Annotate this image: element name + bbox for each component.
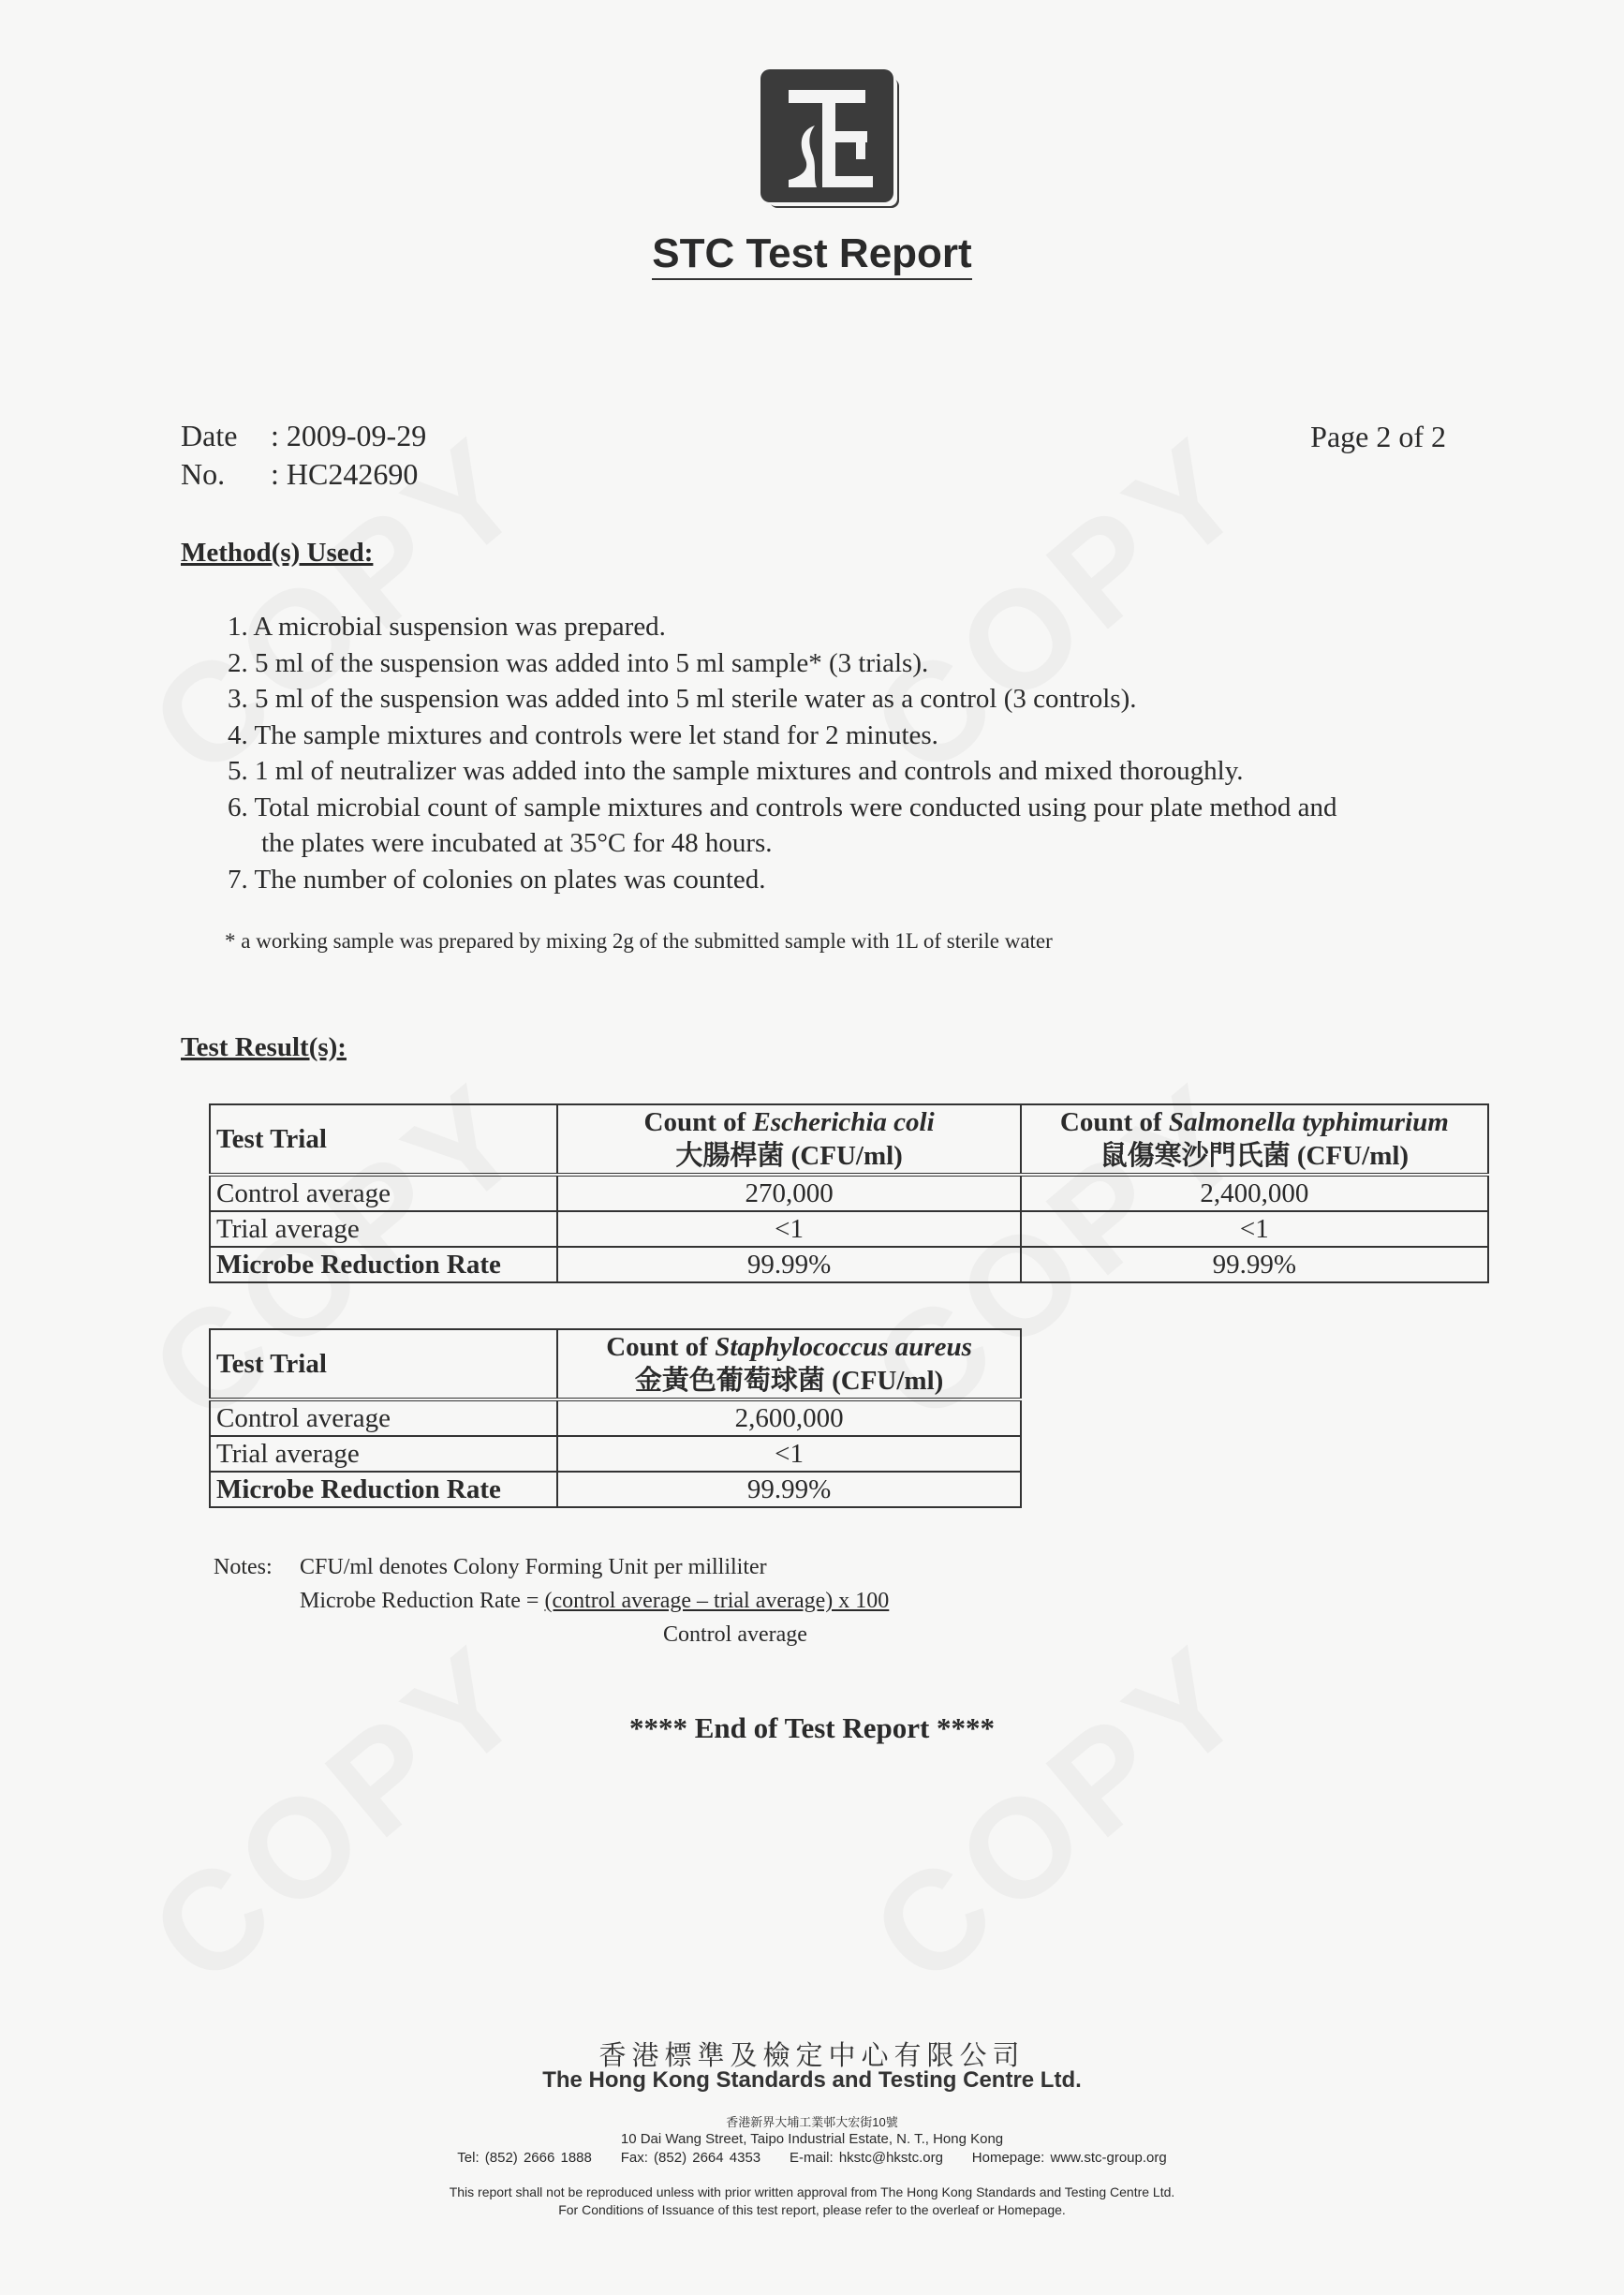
end-of-report: **** End of Test Report ****: [628, 1711, 996, 1744]
number-value: : HC242690: [271, 457, 419, 491]
notes-cfu: CFU/ml denotes Colony Forming Unit per milliliter: [300, 1555, 767, 1579]
table-header-row: [210, 1329, 1021, 1399]
report-meta: [181, 417, 426, 494]
header-salmonella: Count of Salmonella typhimurium 鼠傷寒沙門氏菌 (CFU/ml): [1021, 1104, 1488, 1175]
notes: [214, 1550, 889, 1651]
methods-heading: Method(s) Used:: [181, 538, 374, 568]
results-heading: Test Result(s):: [181, 1032, 347, 1062]
sample-footnote: * a working sample was prepared by mixing 2g of the submitted sample with 1L of sterile water: [225, 929, 1053, 953]
table-row: Microbe Reduction Rate 99.99% 99.99%: [210, 1247, 1488, 1282]
method-step: 3. 5 ml of the suspension was added into 5 ml sterile water as a control (3 controls).: [228, 684, 1137, 714]
formula-denominator: Control average: [663, 1622, 807, 1647]
method-step-continuation: the plates were incubated at 35°C for 48 hours.: [261, 828, 773, 858]
method-step: 7. The number of colonies on plates was counted.: [228, 864, 766, 895]
email: E-mail: hkstc@hkstc.org: [790, 2150, 943, 2166]
method-step: 5. 1 ml of neutralizer was added into the sample mixtures and controls and mixed thoroughly.: [228, 756, 1244, 786]
notes-label: Notes:: [214, 1555, 273, 1579]
disclaimer-2: For Conditions of Issuance of this test report, please refer to the overleaf or Homepage.: [558, 2202, 1066, 2217]
address-zh: 香港新界大埔工業邨大宏街10號: [726, 2115, 898, 2129]
report-title: STC Test Report: [0, 230, 1624, 277]
number-label: No.: [181, 457, 226, 491]
method-step: 4. The sample mixtures and controls were let stand for 2 minutes.: [228, 719, 938, 750]
table-row: Trial average <1 <1: [210, 1211, 1488, 1247]
date-value: : 2009-09-29: [271, 419, 427, 452]
copy-watermark: [842, 1612, 1279, 2016]
header-ecoli: Count of Escherichia coli 大腸桿菌 (CFU/ml): [557, 1104, 1020, 1175]
fax: Fax: (852) 2664 4353: [620, 2150, 761, 2166]
results-table-2: [209, 1328, 1022, 1508]
company-name-zh: 香港標準及檢定中心有限公司: [598, 2041, 1026, 2071]
homepage: Homepage: www.stc-group.org: [971, 2150, 1167, 2166]
header-test-trial: Test Trial: [210, 1329, 557, 1399]
table-row: Control average 270,000 2,400,000: [210, 1175, 1488, 1211]
formula-prefix: Microbe Reduction Rate =: [300, 1589, 545, 1613]
method-step: 1. A microbial suspension was prepared.: [228, 612, 666, 642]
table-row: Microbe Reduction Rate 99.99%: [210, 1472, 1021, 1507]
stc-logo: [760, 69, 893, 202]
address-en: 10 Dai Wang Street, Taipo Industrial Estate, N. T., Hong Kong: [620, 2131, 1004, 2147]
table-header-row: [210, 1104, 1488, 1175]
method-step: 6. Total microbial count of sample mixtures and controls were conducted using pour plate method and: [228, 792, 1337, 822]
header-staphylococcus: Count of Staphylococcus aureus 金黃色葡萄球菌 (CFU/ml): [557, 1329, 1021, 1399]
table-row: Trial average <1: [210, 1436, 1021, 1472]
table-row: Control average 2,600,000: [210, 1399, 1021, 1436]
date-label: Date: [181, 419, 238, 452]
formula-numerator: (control average – trial average) x 100: [544, 1589, 890, 1613]
results-table-1: [209, 1103, 1489, 1283]
disclaimer-1: This report shall not be reproduced unless with prior written approval from The Hong Kong Standards and Testing Centre Ltd.: [449, 2184, 1175, 2199]
copy-watermark: [121, 1612, 558, 2016]
ste-logo-icon: [760, 69, 893, 202]
header-test-trial: Test Trial: [210, 1104, 557, 1175]
tel: Tel: (852) 2666 1888: [457, 2150, 592, 2166]
contact-line: [0, 2150, 1624, 2166]
company-name-en: The Hong Kong Standards and Testing Centre Ltd.: [542, 2067, 1082, 2093]
page-number: Page 2 of 2: [1310, 420, 1446, 453]
methods-list: [228, 609, 1337, 897]
method-step: 2. 5 ml of the suspension was added into 5 ml sample* (3 trials).: [228, 647, 929, 678]
